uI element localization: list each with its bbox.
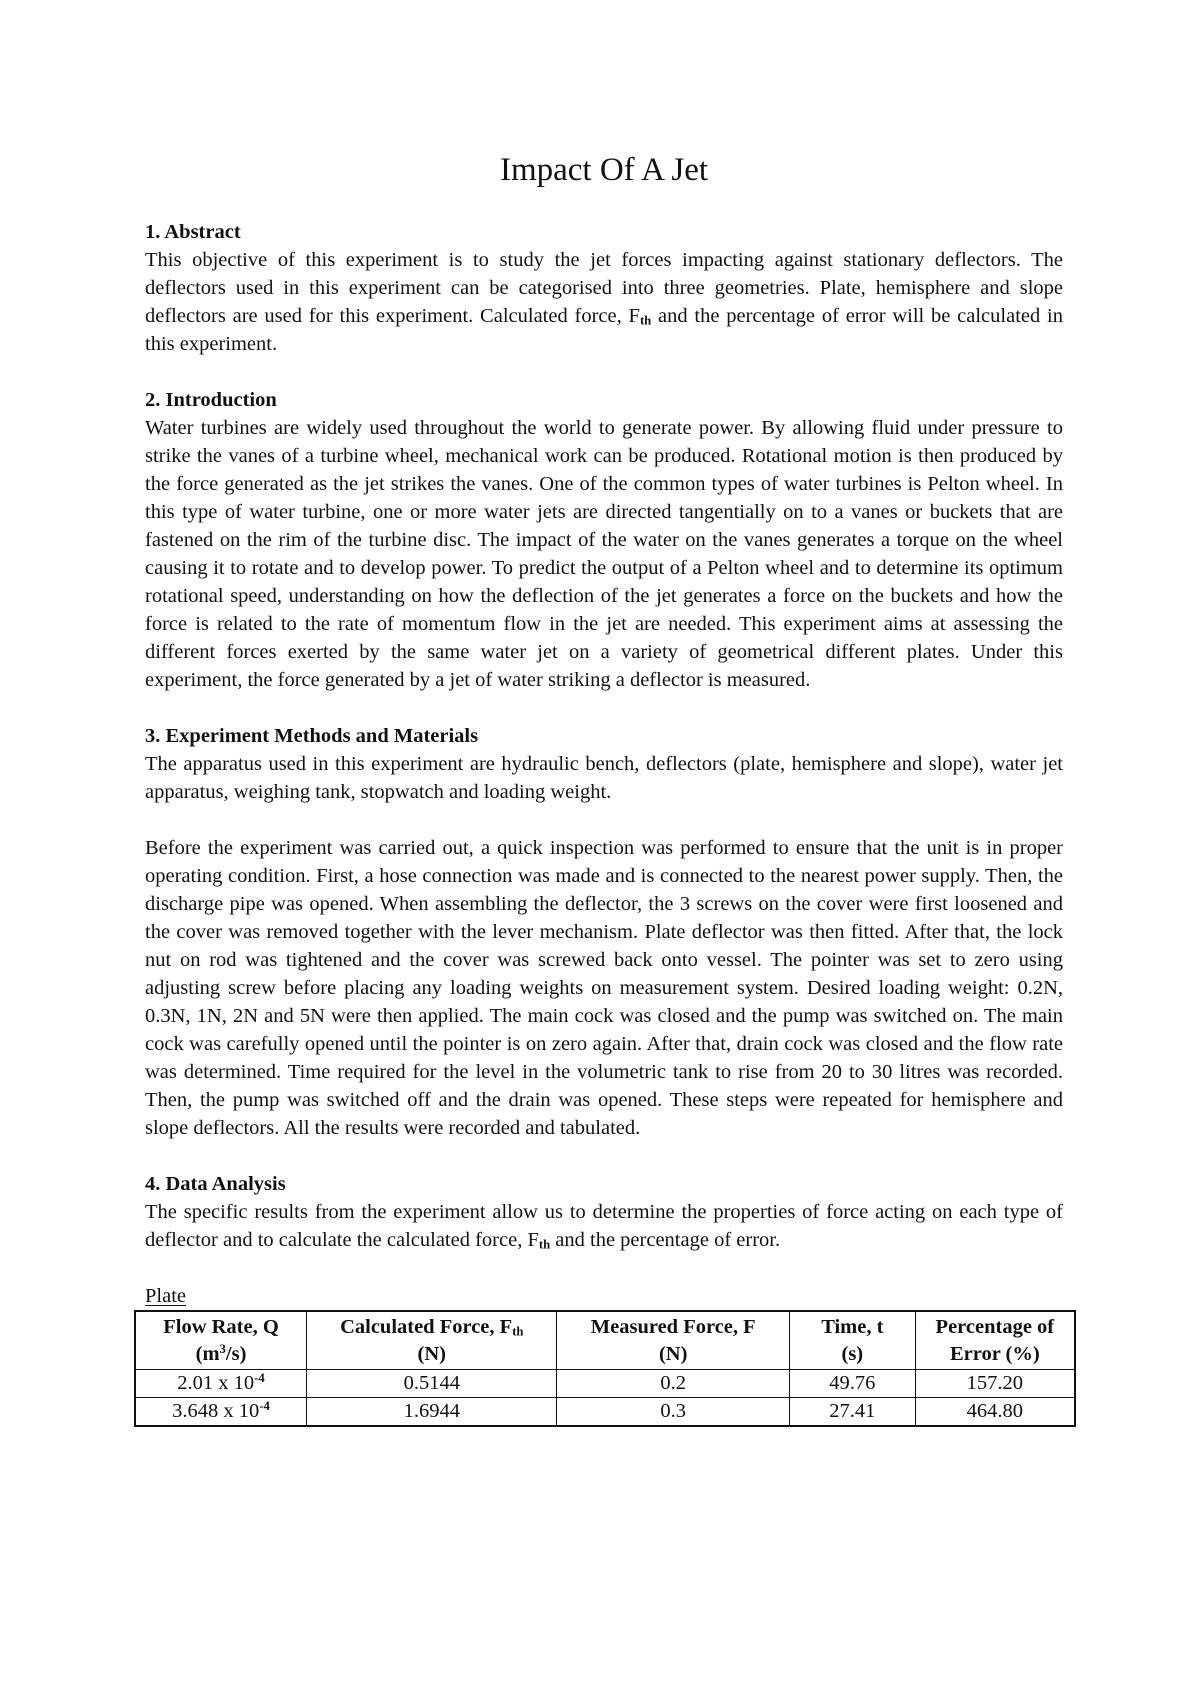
cell-flow-rate: 3.648 x $10^{-4}$ (135, 1398, 307, 1427)
table-header-row (135, 1311, 1075, 1370)
methods-apparatus-text: The apparatus used in this experiment are hydraulic bench, deflectors (plate, hemisphere and slope), water jet apparatus, weighing tank, stopwatch and loading weight. (145, 753, 1063, 803)
abstract-heading: 1. Abstract (145, 221, 241, 243)
table-row (135, 1370, 1075, 1398)
cell-time: 49.76 (789, 1370, 915, 1398)
cell-calculated-force: 0.5144 (307, 1370, 557, 1398)
methods-heading: 3. Experiment Methods and Materials (145, 725, 479, 747)
cell-time: 27.41 (789, 1398, 915, 1427)
introduction-text: Water turbines are widely used throughout the world to generate power. By allowing fluid under pressure to strike the vanes of a turbine wheel, mechanical work can be produced. Rotational motion is then produced by the force generated as the jet strikes the vanes. One of the common types of water turbines is Pelton wheel. In this type of water turbine, one or more water jets are directed tangentially on to a vanes or buckets that are fastened on the rim of the turbine disc. The impact of the water on the vanes generates a torque on the wheel causing it to rotate and to develop power. To predict the output of a Pelton wheel and to determine its optimum rotational speed, understanding on how the deflection of the jet generates a force on the buckets and how the force is related to the rate of momentum flow in the jet are needed. This experiment aims at assessing the different forces exerted by the same water jet on a variety of geometrical different plates. Under this experiment, the force generated by a jet of water striking a deflector is measured. (145, 417, 1063, 691)
methods-procedure-text: Before the experiment was carried out, a quick inspection was performed to ensure that the unit is in proper operating condition. First, a hose connection was made and is connected to the nearest power supply. Then, the discharge pipe was opened. When assembling the deflector, the 3 screws on the cover were first loosened and the cover was removed together with the lever mechanism. Plate deflector was then fitted. After that, the lock nut on rod was tightened and the cover was screwed back onto vessel. The pointer was set to zero using adjusting screw before placing any loading weights on measurement system. Desired loading weight: 0.2N, 0.3N, 1N, 2N and 5N were then applied. The main cock was closed and the pump was switched on. The main cock was carefully opened until the pointer is on zero again. After that, drain cock was closed and the flow rate was determined. Time required for the level in the volumetric tank to rise from 20 to 30 litres was recorded. Then, the pump was switched off and the drain was opened. These steps were repeated for hemisphere and slope deflectors. All the results were recorded and tabulated. (145, 837, 1063, 1139)
cell-percentage-error: 464.80 (915, 1398, 1075, 1427)
introduction-heading: 2. Introduction (145, 389, 277, 411)
table-row (135, 1398, 1075, 1427)
cell-flow-rate: 2.01 x $10^{-4}$ (135, 1370, 307, 1398)
plate-results-table (134, 1310, 1076, 1427)
header-measured-force: Measured Force, F (N) (557, 1311, 789, 1370)
table-caption: Plate (145, 1285, 186, 1307)
abstract-text: This objective of this experiment is to study the jet forces impacting against stationary deflectors. The deflectors used in this experiment can be categorised into three geometries. Plate, hemisphere and slope deflectors are used for this experiment. Calculated force, $F_{th}$ and the percentage of error will be calculated in this experiment. (145, 249, 1063, 355)
header-calculated-force: Calculated Force, $F_{th}$ (N) (307, 1311, 557, 1370)
header-time: Time, t (s) (789, 1311, 915, 1370)
analysis-heading: 4. Data Analysis (145, 1173, 286, 1195)
document-body (145, 218, 1063, 1427)
header-flow-rate: Flow Rate, Q $(m^3/s)$ (135, 1311, 307, 1370)
cell-measured-force: 0.3 (557, 1398, 789, 1427)
document-title: Impact Of A Jet (499, 152, 709, 188)
cell-measured-force: 0.2 (557, 1370, 789, 1398)
header-percentage-error: Percentage of Error (%) (915, 1311, 1075, 1370)
cell-calculated-force: 1.6944 (307, 1398, 557, 1427)
analysis-text: The specific results from the experiment allow us to determine the properties of force acting on each type of deflector and to calculate the calculated force, $F_{th}$ and the percentage of error. (145, 1201, 1063, 1252)
cell-percentage-error: 157.20 (915, 1370, 1075, 1398)
